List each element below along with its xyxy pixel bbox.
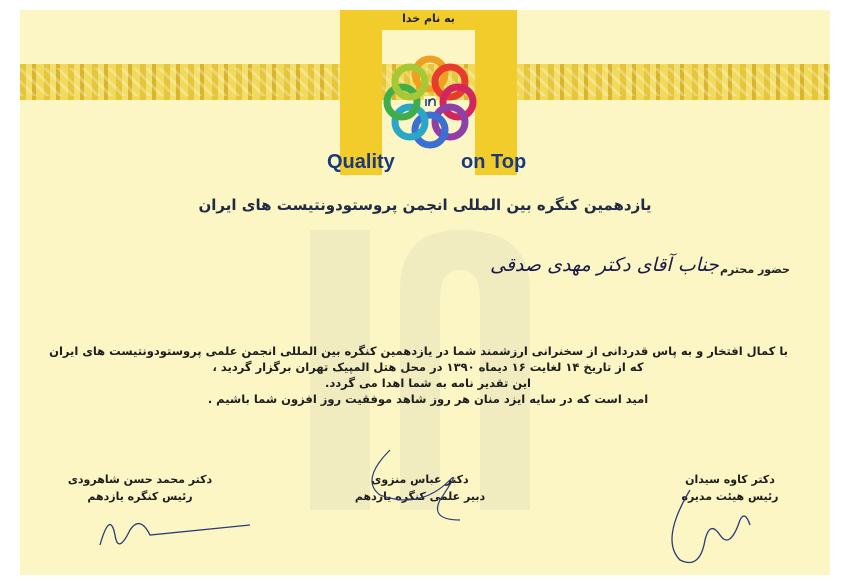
basmala: به نام خدا	[402, 12, 455, 25]
signature-left	[80, 505, 270, 565]
certificate	[20, 10, 830, 575]
signatory-role: رئیس کنگره یازدهم	[87, 490, 193, 503]
signatory-role: دبیر علمی کنگره یازدهم	[354, 490, 486, 503]
signature-right	[650, 480, 770, 570]
signatory-name: دکتر کاوه سیدان	[685, 473, 775, 486]
slogan-quality: Quality	[327, 151, 395, 173]
salutation: حضور محترم	[720, 263, 790, 276]
body-line: که از تاریخ ۱۴ لغایت ۱۶ دیماه ۱۳۹۰ در محل هتل المپیک تهران برگزار گردید ،	[212, 360, 644, 374]
certificate-body	[49, 343, 788, 407]
signatory-role: رئیس هیئت مدیره	[681, 490, 779, 503]
body-line: با کمال افتخار و به پاس قدردانی از سخنرانی ارزشمند شما در یازدهمین کنگره بین المللی انجمن علمی پروستودونتیست های ایران	[49, 344, 788, 358]
body-line: امید است که در سایه ایزد منان هر روز شاهد موفقیت روز افزون شما باشیم .	[207, 392, 649, 406]
signatory-name: دکتر عباس منزوی	[371, 473, 469, 486]
body-line: این تقدیر نامه به شما اهدا می گردد.	[325, 376, 531, 390]
slogan-on-top: on Top	[461, 151, 527, 173]
certificate-title: یازدهمین کنگره بین المللی انجمن پروستودونتیست های ایران	[198, 196, 652, 214]
signatory-name: دکتر محمد حسن شاهرودی	[67, 473, 213, 486]
signature-middle	[340, 440, 490, 540]
signatory-congress-president	[50, 471, 230, 505]
recipient-name: جناب آقای دکتر مهدی صدقی	[490, 254, 719, 276]
congress-logo	[380, 52, 480, 152]
